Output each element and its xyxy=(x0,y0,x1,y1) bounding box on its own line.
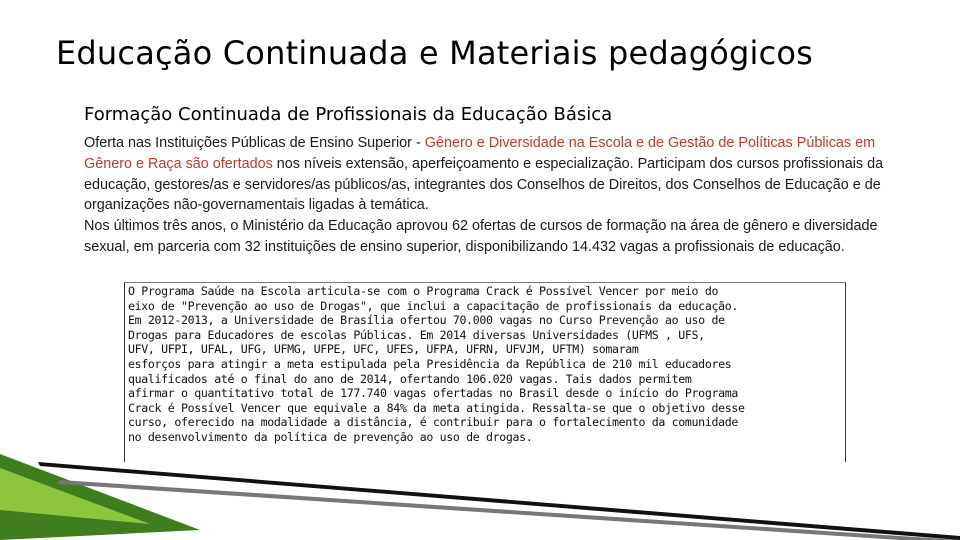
section-subtitle: Formação Continuada de Profissionais da Educação Básica xyxy=(84,104,613,125)
scan-line: curso, oferecido na modalidade a distância, é contribuir para o fortalecimento da comunidade xyxy=(128,415,738,430)
body-text xyxy=(84,133,904,258)
scan-line: esforços para atingir a meta estipulada pela Presidência da República de 210 mil educadores xyxy=(128,356,732,371)
paragraph-offer-intro: Oferta nas Instituições Públicas de Ensino Superior - xyxy=(84,135,425,151)
paragraph-ministry: Nos últimos três anos, o Ministério da Educação aprovou 62 ofertas de cursos de formação na área de gênero e diversidade sexual, em parceria com 32 instituições de ensino superior, disponibilizando 14.432 vagas a profissionais de educação. xyxy=(84,218,878,255)
scan-line: UFV, UFPI, UFAL, UFG, UFMG, UFPE, UFC, UFES, UFPA, UFRN, UFVJM, UFTM) somaram xyxy=(128,342,639,357)
scanned-excerpt xyxy=(124,282,846,462)
decorative-swoosh xyxy=(0,440,960,540)
scan-line: afirmar o quantitativo total de 177.740 vagas ofertadas no Brasil desde o início do Programa xyxy=(128,386,738,401)
scan-line: Em 2012-2013, a Universidade de Brasília ofertou 70.000 vagas no Curso Prevenção ao uso de xyxy=(128,313,725,328)
paragraph-offer-highlight: Gênero e Diversidade na Escola e de Gestão de Políticas Públicas em Gênero e Raça são ofertados xyxy=(84,135,876,172)
scan-line: Crack é Possível Vencer que equivale a 84% da meta atingida. Ressalta-se que o objetivo desse xyxy=(128,400,745,415)
paragraph-offer xyxy=(84,133,904,216)
scan-line: no desenvolvimento da política de prevenção ao uso de drogas. xyxy=(128,429,533,444)
slide-title: Educação Continuada e Materiais pedagógicos xyxy=(56,34,814,72)
scan-line: qualificados até o final do ano de 2014, ofertando 106.020 vagas. Tais dados permitem xyxy=(128,371,692,386)
paragraph-offer-rest: nos níveis extensão, aperfeiçoamento e especialização. Participam dos cursos profissionais da educação, gestores/as e servidores/as públicos/as, integrantes dos Conselhos de Direitos, dos Conselhos de Educação e de organizações não-governamentais ligadas à temática. xyxy=(84,155,884,214)
scan-line: O Programa Saúde na Escola articula-se com o Programa Crack é Possível Vencer por meio do xyxy=(128,284,719,298)
swoosh-gray-line xyxy=(58,480,960,540)
scan-line: eixo de "Prevenção ao uso de Drogas", que inclui a capacitação de profissionais da educação. xyxy=(128,298,738,313)
scanned-excerpt-text xyxy=(128,284,842,445)
scan-line: Drogas para Educadores de escolas Públicas. Em 2014 diversas Universidades (UFMS , UFS, xyxy=(128,327,705,342)
